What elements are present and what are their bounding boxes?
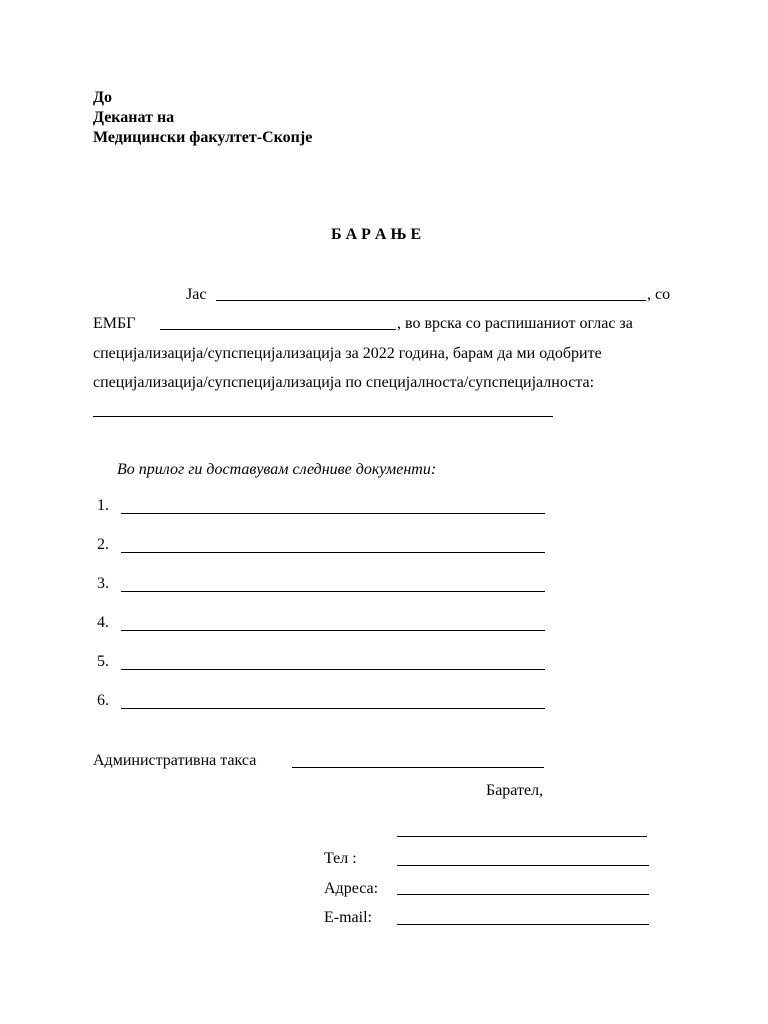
so-label: , со [647,286,671,303]
email-field-line[interactable] [397,924,649,925]
signature-line[interactable] [397,836,647,837]
attachment-line-6[interactable] [121,708,545,709]
address-field-line[interactable] [397,894,649,895]
embg-field-line[interactable] [160,329,396,330]
name-field-line[interactable] [216,300,646,301]
attachments-intro: Во прилог ги доставувам следниве документи: [117,461,437,478]
admin-fee-label: Административна такса [93,752,257,769]
jas-label: Јас [186,286,207,303]
phone-label: Тел : [324,850,357,867]
attachment-number-6: 6. [97,692,109,709]
attachment-number-4: 4. [97,614,109,631]
body-line-3: специјализација/супспецијализација за 2022 година, барам да ми одобрите [93,345,602,362]
addressee-line-2: Деканат на [93,109,175,126]
applicant-label: Барател, [486,782,544,799]
attachment-number-2: 2. [97,536,109,553]
attachment-line-5[interactable] [121,669,545,670]
addressee-line-3: Медицински факултет-Скопје [93,129,313,146]
attachment-number-1: 1. [97,497,109,514]
specialty-field-line[interactable] [93,416,553,417]
attachment-line-3[interactable] [121,591,545,592]
address-label: Адреса: [324,880,379,897]
embg-label: ЕМБГ [93,315,136,332]
admin-fee-field-line[interactable] [292,767,544,768]
addressee-line-1: До [93,89,113,106]
attachment-line-2[interactable] [121,552,545,553]
attachment-number-3: 3. [97,575,109,592]
phone-field-line[interactable] [397,865,649,866]
embg-continuation: , во врска со распишаниот оглас за [397,315,633,332]
attachment-line-1[interactable] [121,513,545,514]
email-label: E-mail: [324,909,372,926]
attachment-number-5: 5. [97,653,109,670]
attachment-line-4[interactable] [121,630,545,631]
document-title: Б А Р А Њ Е [331,226,422,243]
body-line-4: специјализација/супспецијализација по специјалноста/супспецијалноста: [93,374,595,391]
